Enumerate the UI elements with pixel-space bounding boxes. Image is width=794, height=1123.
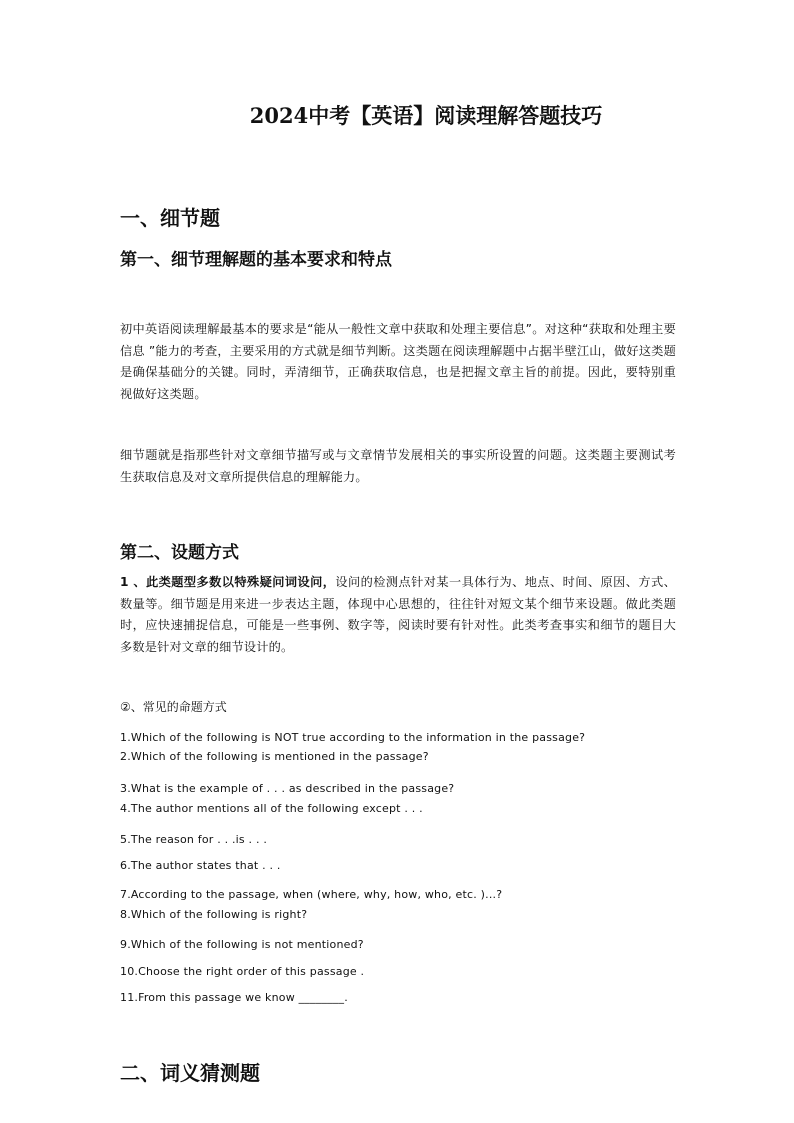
bold-lead: 1 、此类题型多数以特殊疑问词设问， — [120, 575, 336, 589]
paragraph-definition: 细节题就是指那些针对文章细节描写或与文章情节发展相关的事实所设置的问题。这类题主要测试考生获取信息及对文章所提供信息的理解能力。 — [120, 448, 676, 484]
list-item: 8.Which of the following is right? — [120, 908, 308, 921]
list-item: 10.Choose the right order of this passage . — [120, 965, 365, 978]
list-item: 6.The author states that . . . — [120, 859, 281, 872]
list-item: 1.Which of the following is NOT true according to the information in the passage? — [120, 731, 586, 744]
list-item: 4.The author mentions all of the following except . . . — [120, 802, 423, 815]
paragraph-body: 设问的检测点针对某一具体行为、地点、时间、原因、方式、数量等。细节题是用来进一步表达主题，体现中心思想的，往往针对短文某个细节来设题。做此类题时，应快速捕捉信息，可能是一些事例、数字等，阅读时要有针对性。此类考查事实和细节的题目大多数是针对文章的细节设计的。 — [120, 575, 676, 654]
page-title: 2024中考【英语】阅读理解答题技巧 — [249, 103, 603, 128]
subheading-question-methods: 第二、设题方式 — [120, 543, 239, 563]
subheading-requirements: 第一、细节理解题的基本要求和特点 — [120, 250, 392, 270]
list-item: 5.The reason for . . .is . . . — [120, 833, 268, 846]
list-item: 11.From this passage we know ________. — [120, 991, 348, 1004]
list-item: 9.Which of the following is not mentioned? — [120, 938, 364, 951]
list-item: 2.Which of the following is mentioned in the passage? — [120, 750, 429, 763]
common-methods-label: ②、常见的命题方式 — [120, 700, 227, 714]
section-heading-detail: 一、细节题 — [120, 206, 220, 230]
paragraph-requirements: 初中英语阅读理解最基本的要求是“能从一般性文章中获取和处理主要信息”。对这种“获取和处理主要信息 ”能力的考查，主要采用的方式就是细节判断。这类题在阅读理解题中占据半壁江山，做好这类题是确保基础分的关键。同时，弄清细节，正确获取信息，也是把握文章主旨的前提。因此，要特别重视做好这类题。 — [120, 322, 676, 401]
section-heading-word-meaning: 二、词义猜测题 — [120, 1061, 260, 1085]
list-item: 7.According to the passage, when (where, why, how, who, etc. )...? — [120, 888, 503, 901]
list-item: 3.What is the example of . . . as described in the passage? — [120, 782, 455, 795]
paragraph-question-methods — [120, 572, 676, 658]
